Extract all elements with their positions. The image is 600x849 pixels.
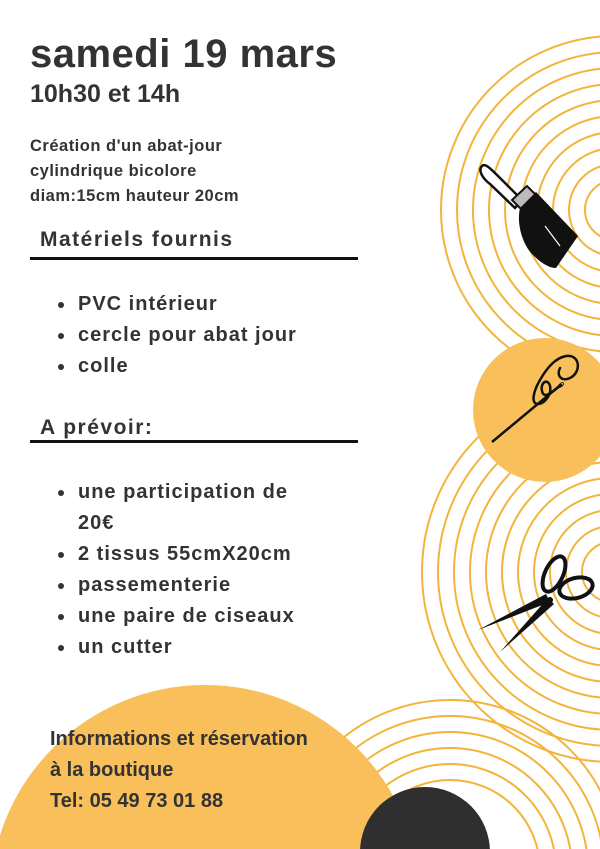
list-item: colle [50,351,330,382]
event-date-title: samedi 19 mars [30,32,338,76]
to-bring-heading: A prévoir: [40,416,154,439]
materials-heading: Matériels fournis [40,228,234,251]
to-bring-list [50,477,330,663]
phone-number: Tel: 05 49 73 01 88 [50,790,224,812]
description-line: diam:15cm hauteur 20cm [30,187,240,205]
list-item: cercle pour abat jour [50,320,330,351]
workshop-description [30,134,330,209]
description-line: cylindrique bicolore [30,162,197,180]
paintbrush-icon [480,165,578,268]
contact-info [50,724,308,817]
description-line: Création d'un abat-jour [30,137,223,155]
info-line: Informations et réservation [50,728,308,750]
event-times: 10h30 et 14h [30,80,181,108]
info-line: à la boutique [50,759,174,781]
list-item: une participation de 20€ [50,477,330,539]
to-bring-divider [30,440,358,443]
yellow-circle-right [473,338,600,482]
list-item: une paire de ciseaux [50,601,330,632]
list-item: PVC intérieur [50,289,330,320]
list-item: un cutter [50,632,330,663]
materials-list [50,289,330,382]
list-item: 2 tissus 55cmX20cm [50,539,330,570]
list-item: passementerie [50,570,330,601]
materials-divider [30,257,358,260]
